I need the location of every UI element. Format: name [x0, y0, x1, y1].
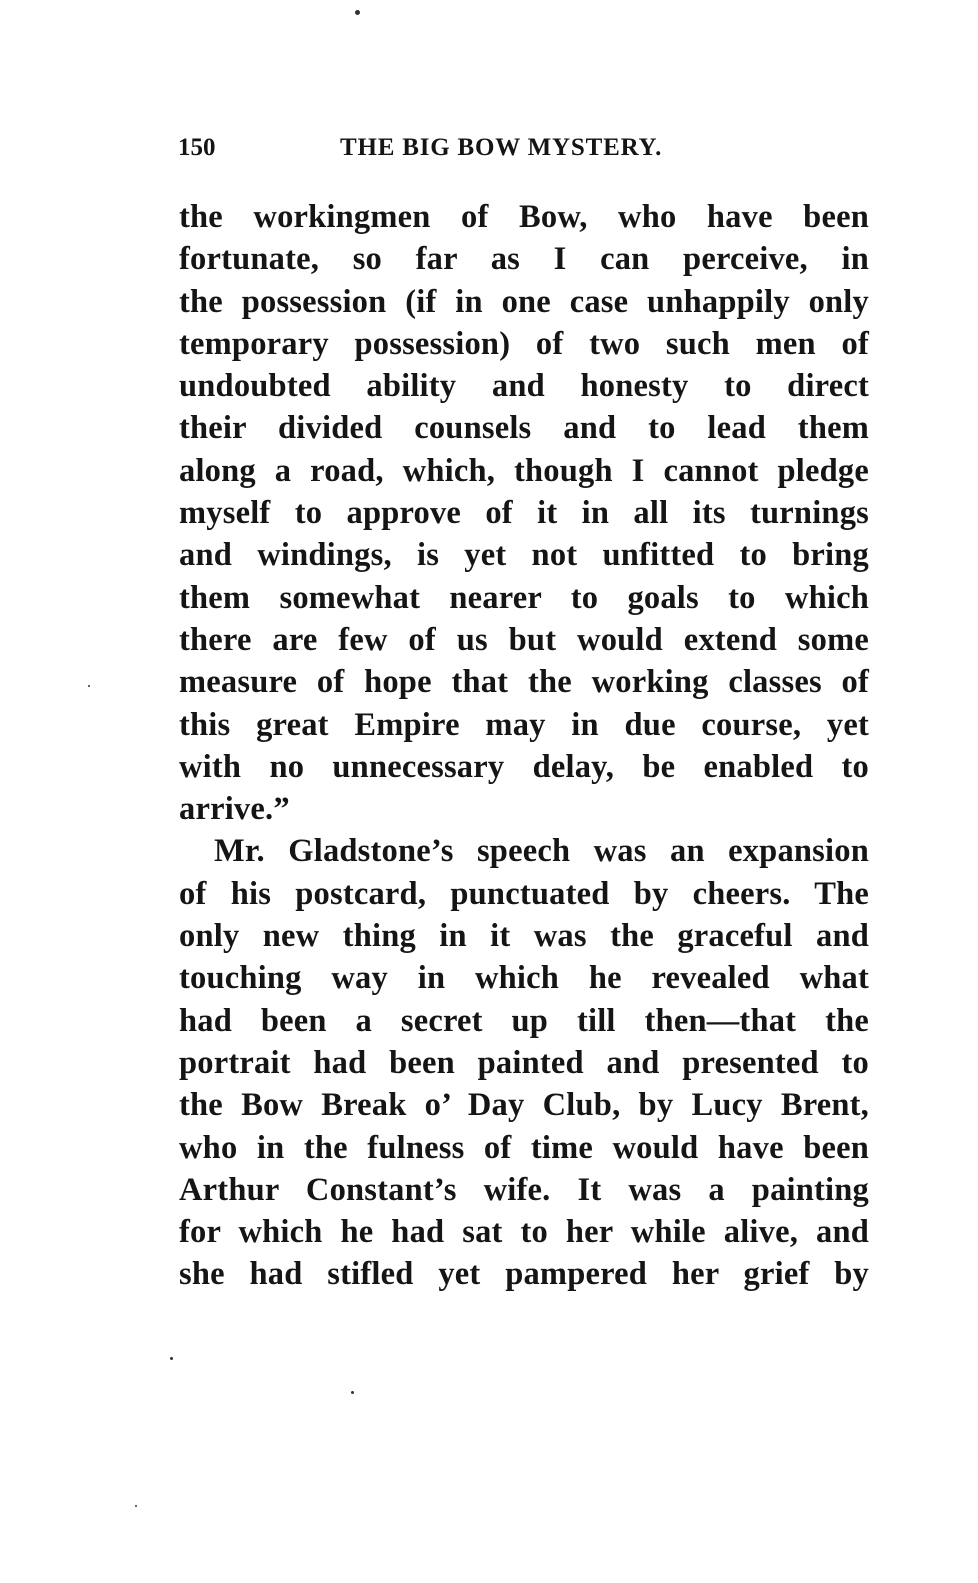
- text-line: them somewhat nearer to goals to which: [179, 579, 869, 616]
- text-line: portrait had been painted and presented to: [179, 1044, 869, 1081]
- text-line: the possession (if in one case unhappily only: [179, 283, 869, 320]
- ink-speck: [170, 1357, 173, 1360]
- text-line: undoubted ability and honesty to direct: [179, 368, 869, 405]
- text-line: of his postcard, punctuated by cheers. The: [179, 875, 869, 912]
- text-line: fortunate, so far as I can perceive, in: [179, 241, 869, 278]
- text-line: along a road, which, though I cannot pledge: [179, 452, 869, 489]
- text-line: there are few of us but would extend some: [179, 621, 869, 658]
- text-line: and windings, is yet not unfitted to bring: [179, 537, 869, 574]
- text-line: this great Empire may in due course, yet: [179, 706, 869, 743]
- body-text: [179, 196, 869, 1296]
- ink-speck: [351, 1391, 354, 1394]
- text-line: arrive.”: [179, 791, 290, 828]
- text-line: who in the fulness of time would have been: [179, 1129, 869, 1166]
- text-line: myself to approve of it in all its turnings: [179, 495, 869, 532]
- running-title: THE BIG BOW MYSTERY.: [340, 134, 663, 161]
- text-line: their divided counsels and to lead them: [179, 410, 869, 447]
- text-line: measure of hope that the working classes of: [179, 664, 869, 701]
- ink-speck: [355, 10, 360, 15]
- text-line: only new thing in it was the graceful and: [179, 918, 869, 955]
- text-line: for which he had sat to her while alive, and: [179, 1214, 869, 1251]
- ink-speck: [88, 685, 90, 687]
- text-line: touching way in which he revealed what: [179, 960, 869, 997]
- running-head: [178, 134, 878, 170]
- text-line: temporary possession) of two such men of: [179, 325, 869, 362]
- text-line: she had stifled yet pampered her grief by: [179, 1256, 869, 1293]
- page-number: 150: [178, 134, 216, 161]
- text-line: with no unnecessary delay, be enabled to: [179, 748, 869, 785]
- text-line: had been a secret up till then—that the: [179, 1002, 869, 1039]
- ink-speck: [135, 1505, 137, 1507]
- paragraph-first-line: Mr. Gladstone’s speech was an expansion: [214, 833, 869, 870]
- text-line: Arthur Constant’s wife. It was a painting: [179, 1171, 869, 1208]
- text-line: the Bow Break o’ Day Club, by Lucy Brent,: [179, 1087, 869, 1124]
- text-line: the workingmen of Bow, who have been: [179, 199, 869, 235]
